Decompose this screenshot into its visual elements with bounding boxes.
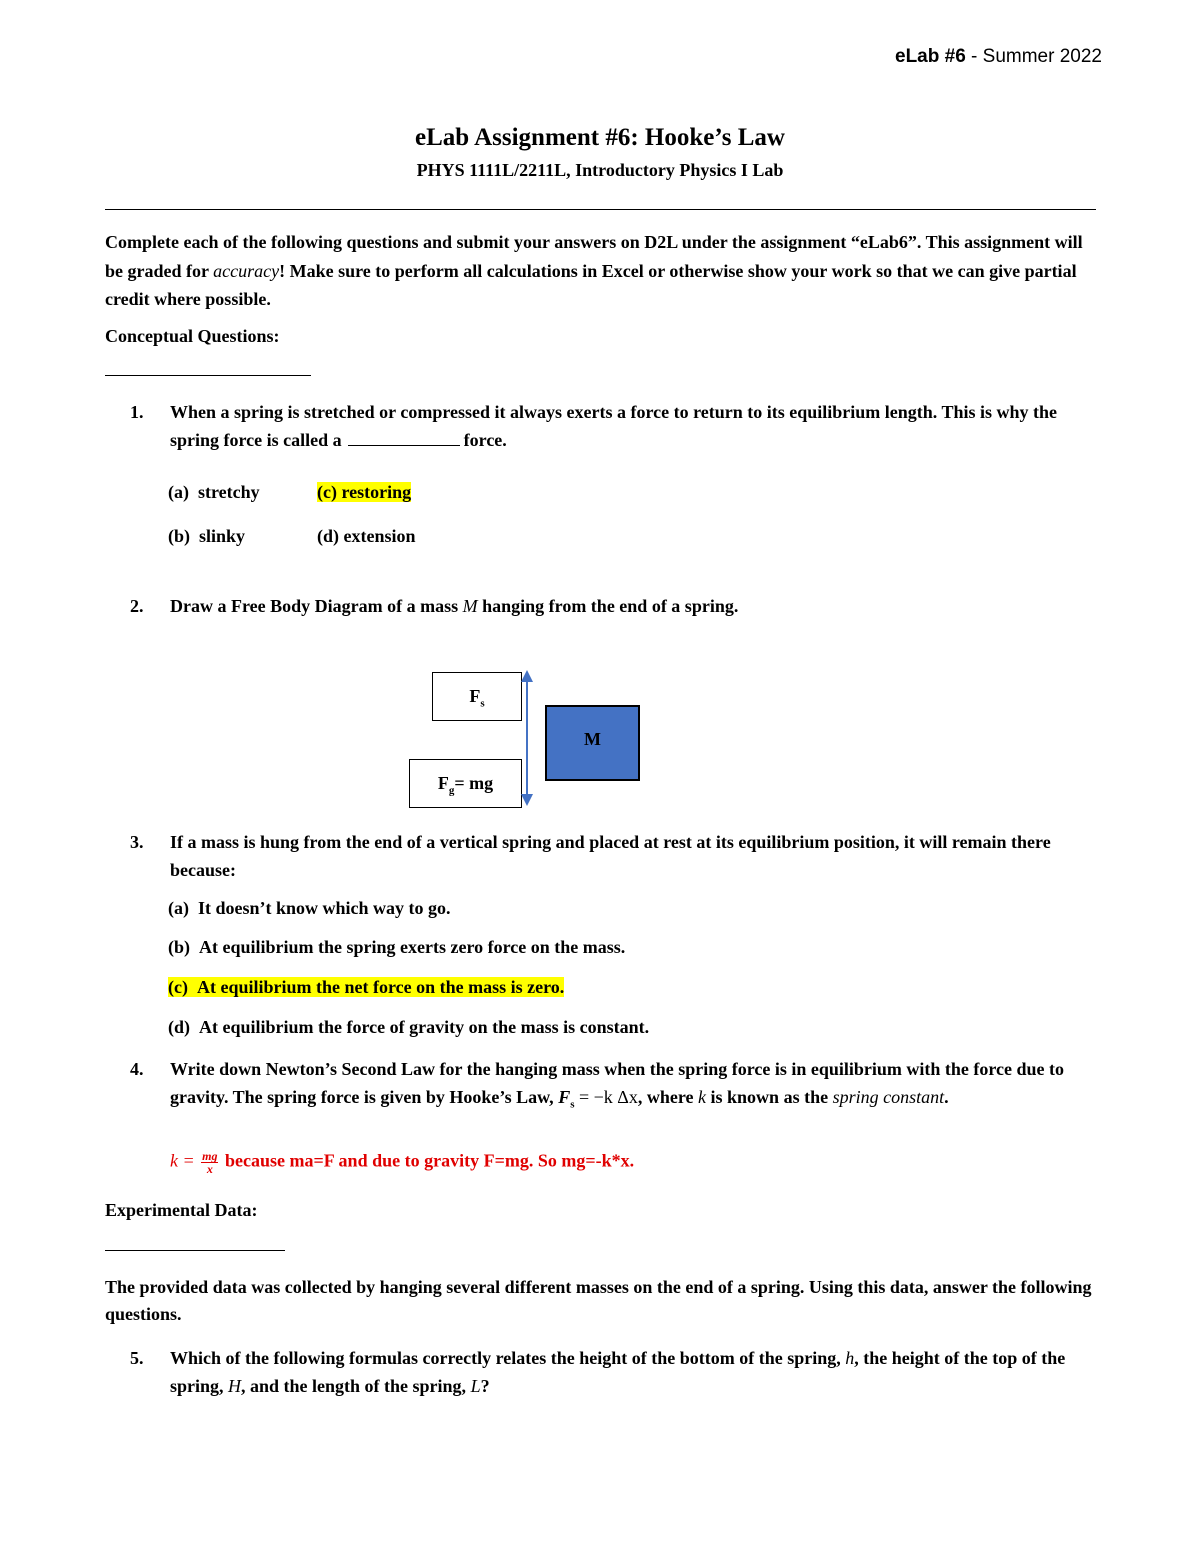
conceptual-heading: Conceptual Questions: bbox=[105, 326, 280, 346]
mass-block: M bbox=[545, 705, 640, 781]
q1-option-a: (a) stretchy bbox=[168, 482, 260, 502]
page-title: eLab Assignment #6: Hooke’s Law bbox=[415, 124, 785, 151]
experimental-underline bbox=[105, 1250, 285, 1251]
question-3: 3. If a mass is hung from the end of a vertical spring and placed at rest at its equilibrium position, it will remain there because: bbox=[130, 832, 1051, 880]
force-arrow-icon bbox=[515, 668, 539, 808]
q4-answer: k = $\frac{mg}{x}$ because ma=F and due to gravity F=mg. So mg=-k*x. bbox=[170, 1149, 635, 1176]
running-header: eLab #6 - Summer 2022 bbox=[895, 46, 1102, 67]
q3-option-d: (d) At equilibrium the force of gravity on the mass is constant. bbox=[168, 1017, 650, 1037]
page-subtitle: PHYS 1111L/2211L, Introductory Physics I Lab bbox=[416, 160, 784, 180]
q1-option-c: (c) restoring bbox=[317, 482, 412, 502]
question-2: 2. Draw a Free Body Diagram of a mass M hanging from the end of a spring. bbox=[130, 596, 739, 616]
q3-option-a: (a) It doesn’t know which way to go. bbox=[168, 898, 451, 918]
gravity-force-label-box: $F_g=$ mg bbox=[409, 759, 522, 808]
conceptual-underline bbox=[105, 375, 311, 376]
q1-option-b: (b) slinky bbox=[168, 526, 246, 546]
question-5: 5. Which of the following formulas correctly relates the height of the bottom of the spring, h, the height of the top of the spring, H, and the length of the spring, L? bbox=[130, 1348, 1066, 1396]
question-4: 4. Write down Newton’s Second Law for the hanging mass when the spring force is in equilibrium with the force due to gravity. The spring force is given by Hooke’s Law, $F_s = -k$ Δx, where k is known as the spring constant. bbox=[130, 1059, 1065, 1111]
fill-in-blank bbox=[348, 445, 460, 446]
q3-option-c: (c) At equilibrium the net force on the mass is zero. bbox=[168, 977, 565, 997]
spring-force-label-box: $F_s$ bbox=[432, 672, 522, 721]
title-divider bbox=[105, 209, 1096, 210]
data-intro-paragraph: The provided data was collected by hanging several different masses on the end of a spring. Using this data, answer the following questions. bbox=[105, 1277, 1092, 1324]
intro-paragraph: Complete each of the following questions and submit your answers on D2L under the assignment “eLab6”. This assignment will be graded for accuracy! Make sure to perform all calculations in Excel or otherwise show your work so that we can give partial credit where possible. bbox=[105, 232, 1083, 309]
question-1: 1. When a spring is stretched or compressed it always exerts a force to return to its equilibrium length. This is why the spring force is called a force. bbox=[130, 402, 1057, 450]
experimental-heading: Experimental Data: bbox=[105, 1200, 258, 1220]
q1-option-d: (d) extension bbox=[317, 526, 416, 546]
q3-option-b: (b) At equilibrium the spring exerts zero force on the mass. bbox=[168, 937, 626, 957]
